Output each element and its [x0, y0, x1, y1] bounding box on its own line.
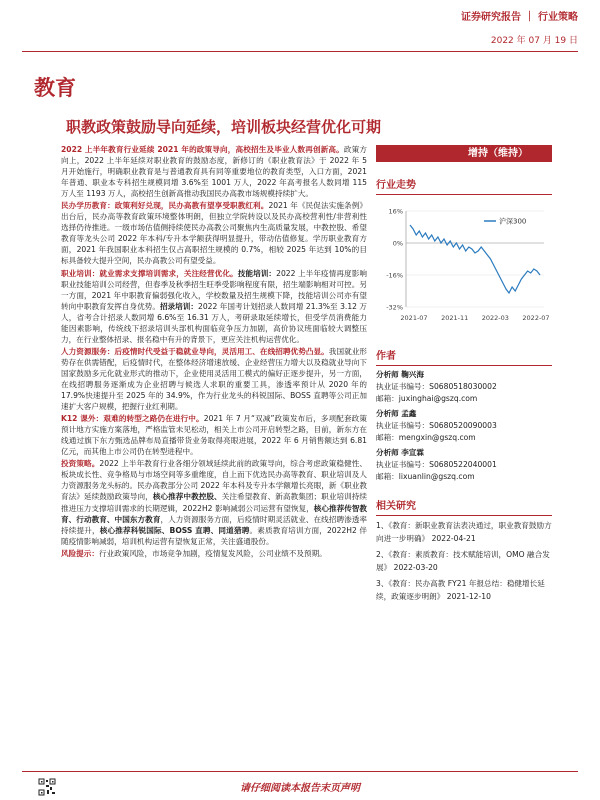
related-report-date: 2022-04-21 [431, 533, 476, 543]
x-tick-label: 2021-07 [400, 314, 428, 322]
paragraph-text: 2022 年国考计划招录人数同增 21.3%至 3.12 万人，省考合计招录人数同增 6.6%至 16.31 万人，考研录取延续增长，但受学员消费能力能因素影响，传统线下招录培训头部机构面临竞争压力加剧，高价协议班面临较大调整压力，在行业整体招录、报名稳中有升的背景下，更应关注机构运营优化。 [61, 301, 368, 344]
bold-text: 招录培训： [159, 301, 198, 311]
author-name: 孟鑫 [401, 409, 417, 418]
related-report-item[interactable] [376, 520, 552, 545]
rating-badge: 增持（维持） [376, 145, 552, 162]
bold-text: 核心推荐传智教育、行动教育、中国东方教育 [61, 503, 368, 524]
paragraph-text: 关注希望教育、新高教集团；职业培训持续推进压力支撑培训需求的长期逻辑，2022H2 影响减弱公司运营有望恢复， [61, 492, 368, 513]
paragraph-text: 政策方向上，2022 上半年延续对职业教育的鼓励态度，新修订的《职业教育法》于 2022 年 5 月开始施行，明确职业教育是与普通教育具有同等重要地位的教育类型，入口方面，2021 年普通、职业本专科招生规模同增 3.6%至 1001 万人，2022 年高考报名人数同增 115 万人至 1193 万人，高校招生创新高推动我国民办高教市场规模持续扩大。 [61, 145, 368, 199]
report-title: 职教政策鼓励导向延续，培训板块经营优化可期 [66, 118, 382, 136]
sidebar [376, 145, 552, 603]
authors-list [376, 369, 552, 483]
cert-label: 执业证书编号： [376, 382, 430, 391]
bold-text: 技能培训： [237, 268, 277, 278]
paragraph-text: 。素质教育培训方面，2022H2 伴随疫情影响减弱，培训机构运营有望恢复正常，关注盛通股份。 [61, 525, 368, 546]
author-entry [376, 369, 552, 405]
footer-disclaimer: 请仔细阅读本报告末页声明 [240, 783, 360, 794]
cert-label: 执业证书编号： [376, 421, 430, 430]
paragraph-heading: 2022 上半年教育行业延续 2021 年的政策导向，高校招生及毕业人数再创新高。 [61, 145, 344, 154]
paragraph-text: 2022 上半年教育行业各细分领域延续此前的政策导向，综合考虑政策稳健性、板块成长性、竞争格局与市场空间等多重维度，自上而下优选民办高等教育、职业培训及人力资源服务龙头标的。民办高教部分公司 2022 年本科及专升本学额增长亮眼，新《职业教育法》延续鼓励政策导向， [61, 459, 367, 502]
header-divider [22, 51, 578, 52]
author-name: 李宣霖 [401, 448, 424, 457]
body-paragraph [61, 200, 367, 266]
y-tick-label: -16% [386, 271, 403, 280]
bold-text: 核心推荐科锐国际、BOSS 直聘、同道猎聘 [99, 525, 250, 535]
paragraph-heading: 风险提示： [61, 548, 99, 558]
related-list [376, 520, 552, 603]
trend-chart-svg [376, 199, 552, 329]
paragraph-heading: 民办学历教育：政策利好兑现，民办高教有望享受职教红利。 [61, 201, 269, 211]
body-paragraph [61, 144, 367, 199]
series-line-hs300 [410, 225, 540, 293]
industry-label: 教育 [34, 76, 76, 100]
related-section-title: 相关研究 [376, 497, 552, 516]
paragraph-text: 2021 年《民促法实施条例》出台后，民办高等教育政策环境整体明朗，但独立学院转设以及民办高校营利性/非营利性选择仍待推进。一级市场估值侧持续使民办高教公司聚焦内生高质量发展，中教控股、希望教育等龙头公司 2022 年本科/专升本学额获得明显提升，带动估值修复。学历职业教育方面，2021 年我国职业本科招生仅占高职招生规模的 0.7%，相较 2025 年达到 10%的目标具备较大提升空间，民办高教公司有望受益。 [61, 201, 368, 266]
report-type-tags: 证券研究报告 ｜ 行业策略 [461, 12, 578, 23]
related-report-item[interactable] [376, 549, 552, 574]
author-email[interactable]: juxinghai@gszq.com [398, 394, 478, 403]
related-report-title[interactable]: 1、《教育：新职业教育法表决通过，职业教育鼓励方向进一步明确》 [376, 521, 552, 543]
body-paragraph [61, 346, 367, 412]
paragraph-heading: 人力资源服务：后疫情时代受益于稳就业导向，灵活用工、在线招聘优势凸显。 [61, 346, 329, 356]
paragraph-text: 2022 上半年疫情再度影响职业技能培训公司经营，但春季及秋季招生旺季受影响程度有限，招生端影响相对可控。另一方面，2021 年中职教育偏弱强化收入，学校数量及招生规模下降，技能培训公司亦有望转向中职教育发挥自身优势。 [61, 268, 368, 311]
paragraph-heading: 投资策略。 [61, 459, 100, 469]
cert-label: 执业证书编号： [376, 460, 430, 469]
main-body [61, 144, 367, 560]
email-label: 邮箱： [376, 394, 399, 403]
paragraph-text: 我国就业形势存在供需错配，后疫情时代，在整体经济增速放缓、企业经营压力增大以及稳就业导向下国家鼓励多元化就业形式的推动下，企业使用灵活用工模式的偏好正逐步提升，另一方面，在线招聘服务逐渐成为企业招聘与候选人求职的重要工具，渗透率预计从 2020 年的 17.9%快速提升至 2025 年的 34.9%，作为行业龙头的科锐国际、BOSS 直聘等公司正加速扩大客户规模，把握行业红利期。 [61, 346, 367, 412]
paragraph-text: 行业政策风险，市场竞争加剧，疫情复发风险，公司业绩不及预期。 [98, 548, 327, 558]
paragraph-heading: 艰难的转型之路仍在进行中。 [103, 414, 204, 424]
email-label: 邮箱： [376, 433, 399, 442]
related-report-title[interactable]: 2、《教育：素质教育：技术赋能培训，OMO 融合发展》 [376, 550, 550, 572]
bold-text: 核心推荐中教控股、 [152, 492, 222, 502]
x-tick-label: 2022-03 [481, 314, 509, 322]
report-date: 2022 年 07 月 19 日 [490, 36, 578, 46]
x-tick-label: 2022-07 [522, 314, 550, 322]
paragraph-text: 2021 年 7 月“双减”政策发布后，多项配套政策预计地方实施方案落地，严格监管未见松动，相关上市公司开启转型之路，目前，新东方在线通过旗下东方甄选品牌布局直播带货业务取得亮眼进展，2022 年 6 月销售额达到 6.81 亿元，而其他上市公司仍在转型进程中。 [61, 414, 367, 457]
trend-section-title: 行业走势 [376, 176, 552, 195]
related-report-date: 2022-03-20 [393, 562, 438, 572]
x-tick-label: 2021-11 [441, 314, 469, 322]
trend-chart [376, 199, 552, 333]
cert-number: S0680522040001 [429, 460, 497, 469]
authors-section-title: 作者 [376, 347, 552, 366]
author-email[interactable]: lixuanlin@gszq.com [398, 472, 475, 481]
body-paragraph [61, 458, 367, 546]
body-paragraph [61, 548, 367, 559]
related-report-item[interactable] [376, 578, 552, 603]
related-report-date: 2021-12-10 [446, 591, 491, 601]
author-name: 鞠兴海 [401, 370, 424, 379]
author-entry [376, 447, 552, 483]
author-role: 分析师 [376, 409, 399, 418]
author-role: 分析师 [376, 448, 399, 457]
email-label: 邮箱： [376, 472, 399, 481]
paragraph-heading: K12 课外： [61, 414, 104, 424]
body-paragraph [61, 268, 367, 345]
footer-divider [22, 771, 578, 772]
paragraph-heading: 职业培训：就业需求支撑培训需求，关注经营优化。 [61, 268, 238, 278]
paragraph-text: ，人力资源服务方面，后疫情时期灵活就业、在线招聘渗透率持续提升， [61, 514, 367, 535]
y-tick-label: -32% [386, 303, 403, 312]
author-role: 分析师 [376, 370, 399, 379]
author-entry [376, 408, 552, 444]
cert-number: S0680520090003 [429, 421, 497, 430]
related-report-title[interactable]: 3、《教育：民办高教 FY21 年报总结：稳健增长延续，政策逐步明朗》 [376, 579, 545, 601]
legend-label: 沪深300 [499, 217, 527, 226]
header-right [461, 8, 578, 46]
body-paragraph [61, 413, 367, 457]
y-tick-label: 16% [388, 207, 403, 216]
y-tick-label: 0% [392, 239, 403, 248]
cert-number: S0680518030002 [429, 382, 497, 391]
author-email[interactable]: mengxin@gszq.com [398, 433, 476, 442]
